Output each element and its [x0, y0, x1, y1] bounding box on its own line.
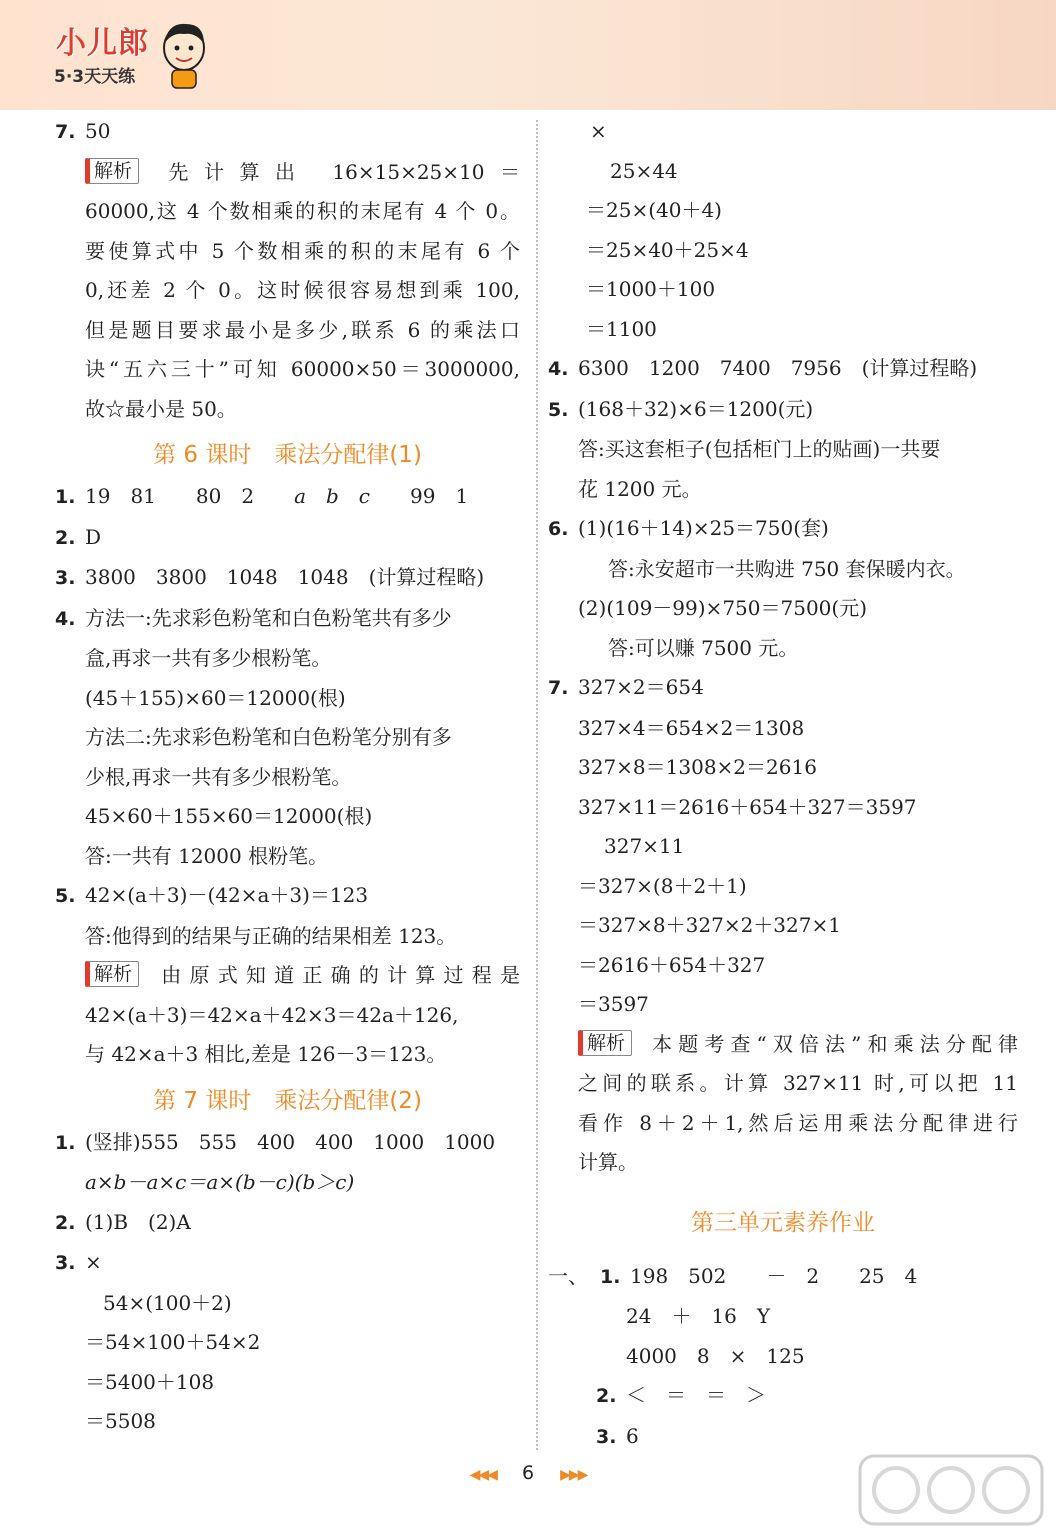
answer-4: 4. 6300 1200 7400 7956 (计算过程略): [548, 356, 978, 380]
brand-title: 小儿郎: [56, 26, 149, 61]
answer-5: 5. (168＋32)×6＝1200(元): [548, 396, 814, 421]
calc-line: ＝327×(8＋2＋1): [578, 873, 747, 898]
answer-line: 答:一共有 12000 根粉笔。: [85, 843, 329, 868]
analysis-line: 解析 先计算出 16×15×25×10＝: [55, 153, 520, 193]
answer-line: 24 ＋ 16 Y: [626, 1304, 771, 1328]
unit-answer-3: 3. 6: [596, 1423, 639, 1448]
analysis-line: 诀“五六三十”可知 60000×50＝3000000,: [85, 357, 520, 381]
calc-line: ＝5508: [85, 1409, 156, 1433]
calc-line: 25×44: [610, 158, 678, 183]
answer-line: 盒,再求一共有多少根粉笔。: [85, 646, 332, 670]
calc-line: 327×11: [604, 834, 685, 858]
answer-line: (45＋155)×60＝12000(根): [85, 685, 346, 710]
next-arrows-icon: ▶▶▶: [560, 1467, 587, 1483]
answer-line: a×b－a×c＝a×(b－c)(b＞c): [85, 1170, 355, 1194]
right-column: [548, 112, 1018, 1457]
logo: [50, 18, 210, 96]
analysis-line: 看作 8＋2＋1,然后运用乘法分配律进行: [578, 1110, 1018, 1135]
page-number: 6: [521, 1462, 535, 1484]
answer-2: 2. (1)B (2)A: [55, 1209, 191, 1234]
calc-line: 54×(100＋2): [103, 1290, 232, 1315]
analysis-line: 但是题目要求最小是多少,联系 6 的乘法口: [85, 317, 520, 342]
analysis-line: 故☆最小是 50。: [85, 396, 237, 421]
mascot-icon: [158, 18, 210, 90]
lesson-6-title: 第 6 课时 乘法分配律(1): [153, 442, 422, 468]
analysis-line: 要使算式中 5 个数相乘的积的末尾有 6 个: [85, 238, 520, 263]
answer-4: 4. 方法一:先求彩色粉笔和白色粉笔共有多少: [55, 605, 452, 630]
answer-line: (2)(109－99)×750＝7500(元): [578, 596, 867, 620]
answer-3: 3. ×: [55, 1250, 102, 1274]
analysis-line: 之间的联系。计算 327×11 时,可以把 11: [578, 1071, 1018, 1095]
calc-line: ＝1100: [586, 316, 657, 341]
calc-line: 327×4＝654×2＝1308: [578, 715, 805, 740]
analysis-line: 0,还差 2 个 0。这时候很容易想到乘 100,: [85, 278, 520, 302]
calc-line: ＝25×40＋25×4: [586, 237, 749, 262]
calc-line: ＝3597: [578, 992, 649, 1016]
prev-arrows-icon: ◀◀◀: [469, 1467, 496, 1483]
answer-7: 7. 50: [55, 119, 111, 143]
answer-3: 3. 3800 3800 1048 1048 (计算过程略): [55, 565, 485, 589]
calc-line: ＝25×(40＋4): [586, 198, 722, 222]
analysis-line: 与 42×a＋3 相比,差是 126－3＝123。: [85, 1042, 447, 1066]
analysis-tag: 解析: [85, 961, 139, 987]
answer-6: 6. (1)(16＋14)×25＝750(套): [548, 516, 829, 540]
answer-line: 答:可以赚 7500 元。: [608, 635, 799, 660]
calc-line: ×: [590, 119, 607, 143]
answer-line: 答:永安超市一共购进 750 套保暖内衣。: [608, 556, 966, 581]
unit-answer-1: 一、 1. 198 502 － 2 25 4: [548, 1257, 1018, 1298]
calc-line: ＝2616＋654＋327: [578, 952, 766, 977]
analysis-line: 42×(a＋3)＝42×a＋42×3＝42a＋126,: [85, 1002, 459, 1027]
calc-line: 327×11＝2616＋654＋327＝3597: [578, 794, 917, 819]
left-column: [55, 112, 520, 1442]
calc-line: ＝327×8＋327×2＋327×1: [578, 913, 841, 937]
calc-line: ＝5400＋108: [85, 1369, 215, 1394]
answer-line: 少根,再求一共有多少根粉笔。: [85, 764, 352, 789]
analysis-line: 60000,这 4 个数相乘的积的末尾有 4 个 0。: [85, 199, 520, 223]
answer-line: 45×60＋155×60＝12000(根): [85, 804, 373, 828]
calc-line: ＝54×100＋54×2: [85, 1330, 261, 1354]
analysis-tag: 解析: [578, 1030, 632, 1056]
calc-line: 327×8＝1308×2＝2616: [578, 755, 817, 779]
unit-title: 第三单元素养作业: [691, 1209, 875, 1236]
answer-line: 答:买这套柜子(包括柜门上的贴画)一共要: [578, 437, 941, 461]
column-divider: [536, 120, 538, 1450]
series-title: 5·3天天练: [54, 67, 136, 87]
unit-answer-2: 2. ＜ ＝ ＝ ＞: [596, 1383, 766, 1407]
section-label: 一、: [548, 1263, 588, 1288]
answer-line: 花 1200 元。: [578, 476, 702, 501]
answer-1: 1. 19 81 80 2 a b c 99 1: [55, 484, 469, 508]
answer-line: 方法二:先求彩色粉笔和白色粉笔分别有多: [85, 725, 452, 749]
answer-line: 4000 8 × 125: [626, 1343, 805, 1368]
lesson-7-title: 第 7 课时 乘法分配律(2): [153, 1087, 422, 1114]
analysis-line: 解析 本题考查“双倍法”和乘法分配律: [548, 1025, 1018, 1065]
answer-2: 2. D: [55, 524, 102, 549]
analysis-line: 计算。: [578, 1150, 638, 1174]
answer-line: 答:他得到的结果与正确的结果相差 123。: [85, 923, 457, 948]
answer-7: 7. 327×2＝654: [548, 675, 704, 699]
answer-5: 5. 42×(a＋3)－(42×a＋3)＝123: [55, 883, 369, 907]
watermark-stamp-icon: [856, 1450, 1046, 1530]
analysis-tag: 解析: [85, 158, 139, 184]
answer-1: 1. (竖排)555 555 400 400 1000 1000: [55, 1129, 496, 1154]
analysis-line: 解析 由原式知道正确的计算过程是: [55, 956, 520, 996]
calc-line: ＝1000＋100: [586, 277, 716, 301]
